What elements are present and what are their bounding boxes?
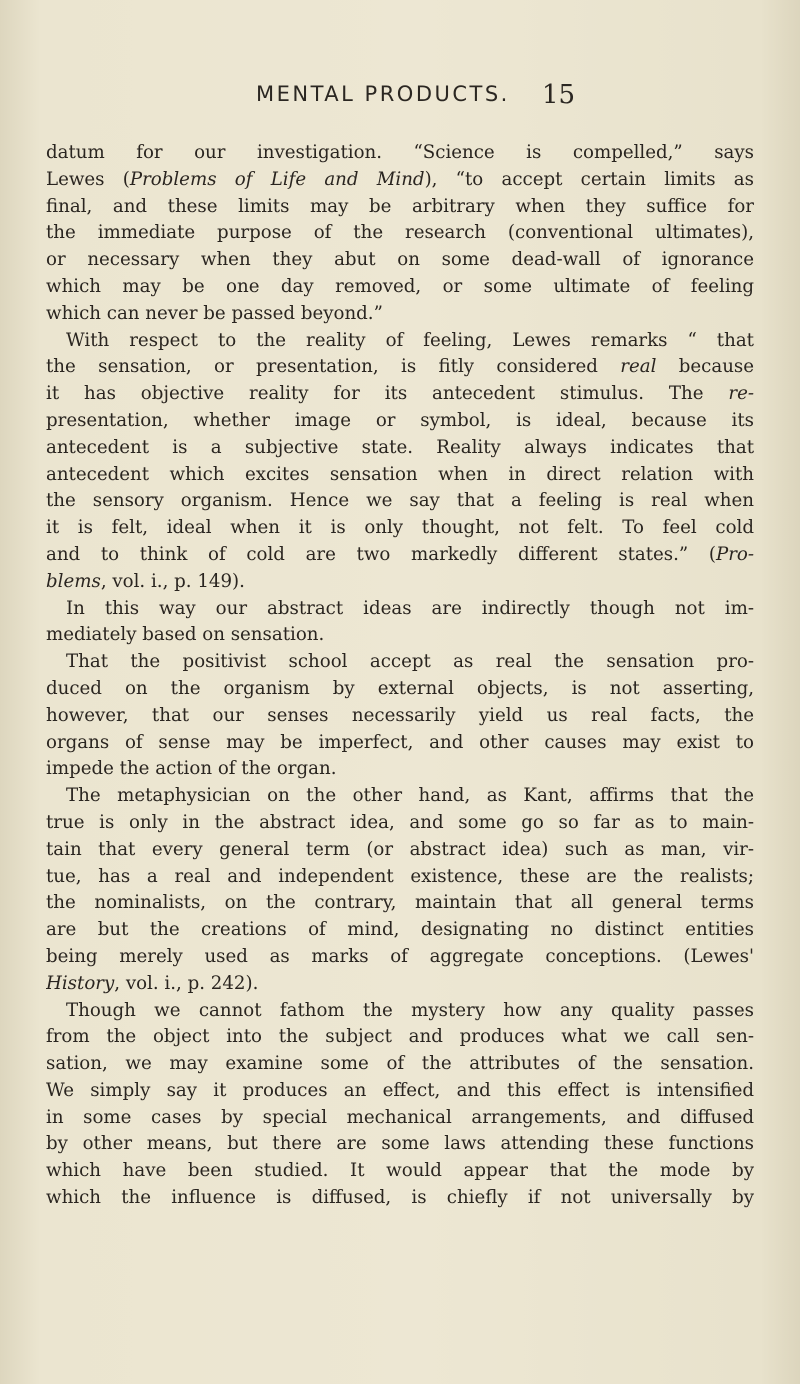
text-line: mediately based on sensation. [46,624,325,646]
text-line: the immediate purpose of the research (conventional ultimates), [46,222,754,244]
text-span: and to think of cold are two markedly different states.” ( [46,543,716,565]
text-line: being merely used as marks of aggregate conceptions. (Lewes' [46,945,754,967]
text-span: , vol. i., p. 242). [114,972,259,994]
text-line: duced on the organism by external objects, is not asserting, [46,677,754,699]
text-line [46,167,754,194]
text-line: which can never be passed beyond.” [46,302,383,324]
text-line: The metaphysician on the other hand, as Kant, affirms that the [66,785,754,807]
text-line: sation, we may examine some of the attributes of the sensation. [46,1053,754,1075]
italic-text: History [46,972,115,994]
text-line: presentation, whether image or symbol, is ideal, because its [46,409,754,431]
running-head: MENTAL PRODUCTS. [256,82,510,106]
text-line: the sensory organism. Hence we say that a feeling is real when [46,490,754,512]
text-line: We simply say it produces an effect, and this effect is intensified [46,1079,754,1101]
text-span: it has objective reality for its antecedent stimulus. The [46,383,729,405]
text-line: or necessary when they abut on some dead-wall of ignorance [46,249,754,271]
text-line: Though we cannot fathom the mystery how any quality passes [66,999,754,1021]
italic-text: Pro- [715,543,754,565]
text-line: antecedent which excites sensation when in direct relation with [46,463,754,485]
text-line [46,971,754,998]
italic-text: re- [728,383,754,405]
text-line [46,569,754,596]
text-line: tue, has a real and independent existence, these are the realists; [46,865,754,887]
text-line: are but the creations of mind, designating no distinct entities [46,919,754,941]
text-line [46,354,754,381]
text-span: ), “to accept certain limits as [424,168,754,190]
text-span: , vol. i., p. 149). [100,570,245,592]
text-line: impede the action of the organ. [46,758,337,780]
page-header [0,82,800,116]
text-line: by other means, but there are some laws attending these functions [46,1133,754,1155]
italic-text: real [620,356,657,378]
text-line: datum for our investigation. “Science is compelled,” says [46,142,754,163]
text-line: true is only in the abstract idea, and some go so far as to main- [46,811,754,833]
text-span: the sensation, or presentation, is fitly considered [46,356,621,378]
text-line: final, and these limits may be arbitrary when they suffice for [46,195,754,217]
text-line: which have been studied. It would appear that the mode by [46,1160,754,1182]
text-line: however, that our senses necessarily yield us real facts, the [46,704,754,726]
text-line: That the positivist school accept as real the sensation pro- [66,651,754,673]
text-line: from the object into the subject and produces what we call sen- [46,1026,754,1048]
text-span: because [656,356,754,378]
text-line [46,542,754,569]
text-line: In this way our abstract ideas are indirectly though not im- [66,597,754,619]
text-line: organs of sense may be imperfect, and other causes may exist to [46,731,754,753]
text-span: Lewes ( [46,168,130,190]
text-line: tain that every general term (or abstract idea) such as man, vir- [46,838,754,860]
text-line: antecedent is a subjective state. Reality always indicates that [46,436,754,458]
body-text [46,140,754,1212]
page-number: 15 [542,80,576,110]
text-line: which may be one day removed, or some ultimate of feeling [46,275,754,297]
text-line: With respect to the reality of feeling, Lewes remarks “ that [66,329,754,351]
text-line: in some cases by special mechanical arrangements, and diffused [46,1106,754,1128]
text-line: which the influence is diffused, is chiefly if not universally by [46,1187,754,1209]
italic-text: Problems of Life and Mind [129,168,425,190]
text-line: it is felt, ideal when it is only thought, not felt. To feel cold [46,517,754,539]
text-line [46,381,754,408]
italic-text: blems [46,570,101,592]
text-line: the nominalists, on the contrary, maintain that all general terms [46,892,754,914]
